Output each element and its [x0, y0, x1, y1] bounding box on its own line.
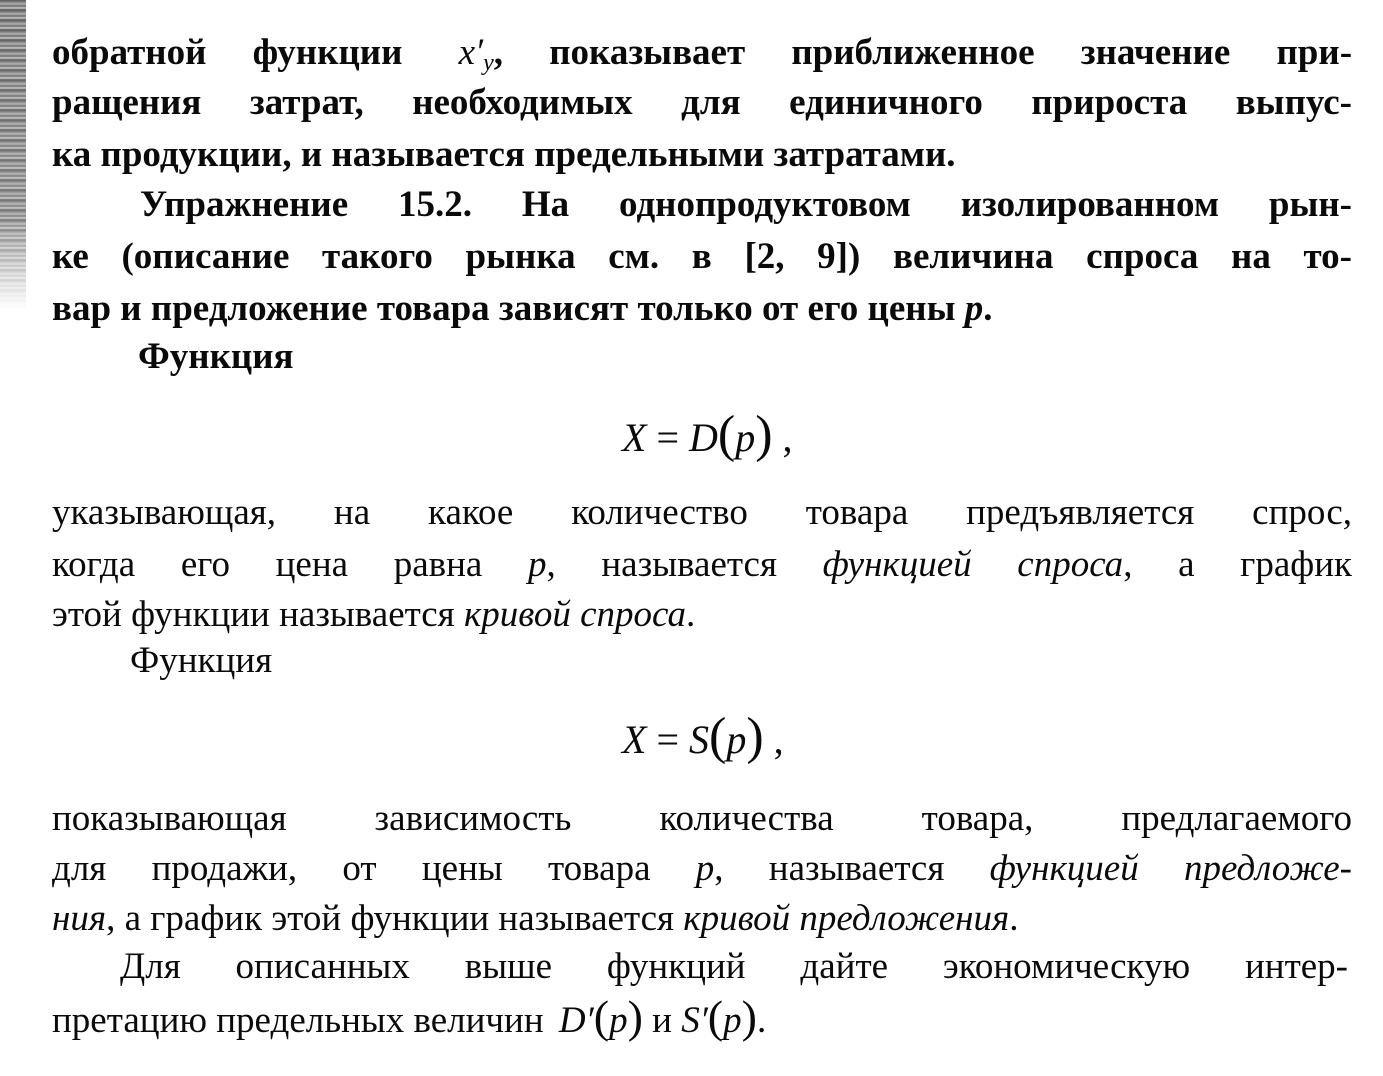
paragraph-1-line-2: ращения затрат, необходимых для единичного прироста выпус-: [52, 82, 1352, 123]
exercise-label: Упражнение 15.2.: [140, 184, 473, 225]
demand-line-3: этой функции называется кривой спроса.: [52, 594, 696, 635]
term-demand-function: функцией спроса: [822, 544, 1124, 585]
term-supply-function: функцией предложе-: [989, 848, 1352, 889]
demand-line-1: указывающая, на какое количество товара предъявляется спрос,: [52, 492, 1352, 533]
task-line-1: Для описанных выше функций дайте экономическую интер-: [120, 946, 1348, 987]
exercise-line-1: [140, 182, 1352, 228]
term-demand-curve: кривой спроса: [463, 594, 686, 635]
demand-intro: Функция: [138, 336, 294, 377]
marginal-demand-expression: D′(p): [558, 991, 643, 1042]
marginal-cost-variable: $x'_y$: [458, 32, 494, 76]
supply-line-2: для продажи, от цены товара p, называется функцией предложе-: [52, 848, 1352, 889]
task-line-2: претацию предельных величин D′(p) и S′(p).: [52, 991, 767, 1042]
term-supply-curve: кривой предложения: [683, 898, 1010, 939]
demand-line-2: когда его цена равна p, называется функцией спроса, а график: [52, 544, 1352, 585]
scan-binding-edge: [0, 0, 26, 310]
supply-line-3: ния, а график этой функции называется кривой предложения.: [52, 898, 1019, 939]
text-fragment: На однопродуктовом изолированном рын-: [472, 184, 1352, 225]
price-variable: p: [695, 848, 715, 889]
text-fragment: обратной функции: [52, 32, 403, 73]
supply-formula: X = S(p) ,: [622, 708, 784, 765]
price-variable: p: [964, 288, 984, 329]
exercise-line-3: вар и предложение товара зависят только от его цены p.: [52, 288, 993, 329]
term-supply-function-end: ния: [52, 898, 107, 939]
demand-formula: X = D(p) ,: [622, 406, 793, 463]
paragraph-1-line-1: [52, 30, 1352, 86]
text-fragment: , показывает приближенное значение при-: [493, 32, 1353, 73]
supply-intro: Функция: [130, 640, 273, 681]
paragraph-1-line-3: ка продукции, и называется предельными затратами.: [52, 134, 956, 175]
marginal-supply-expression: S′(p): [681, 991, 757, 1042]
supply-line-1: показывающая зависимость количества товара, предлагаемого: [52, 798, 1352, 839]
exercise-line-2: ке (описание такого рынка см. в [2, 9]) величина спроса на то-: [52, 236, 1352, 277]
price-variable: p: [527, 544, 547, 585]
